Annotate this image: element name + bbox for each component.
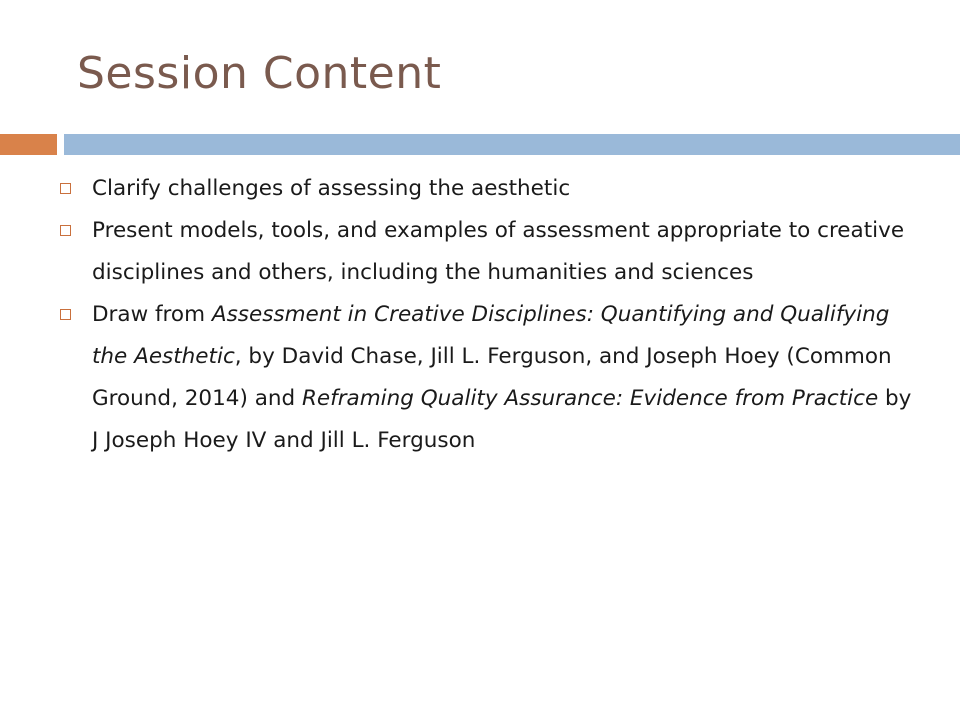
book-title-italic: Reframing Quality Assurance: Evidence from Practice: [301, 386, 879, 411]
bullet-text-segment: by J Joseph Hoey IV and Jill L. Ferguson: [92, 386, 912, 453]
bullet-item: [60, 294, 920, 462]
hollow-square-bullet-icon: [60, 225, 71, 236]
bullet-list: [60, 168, 920, 462]
bullet-text-segment: Draw from: [92, 302, 212, 327]
title-accent-blue-bar: [64, 134, 960, 155]
title-accent-orange-bar: [0, 134, 57, 155]
bullet-item: [60, 210, 920, 294]
bullet-item: [60, 168, 920, 210]
bullet-text-segment: , by David Chase, Jill L. Ferguson, and Joseph Hoey (Common Ground, 2014) and: [92, 344, 892, 411]
bullet-text-segment: Clarify challenges of assessing the aesthetic: [92, 176, 571, 201]
bullet-text-segment: Present models, tools, and examples of assessment appropriate to creative disciplines and others, including the humanities and sciences: [92, 218, 905, 285]
bullet-text: [92, 176, 570, 201]
hollow-square-bullet-icon: [60, 183, 71, 194]
hollow-square-bullet-icon: [60, 309, 71, 320]
book-title-italic: Assessment in Creative Disciplines: Quantifying and Qualifying the Aesthetic: [92, 302, 890, 369]
bullet-text: [92, 218, 904, 285]
bullet-text: [92, 302, 911, 453]
slide-title: Session Content: [77, 48, 442, 99]
